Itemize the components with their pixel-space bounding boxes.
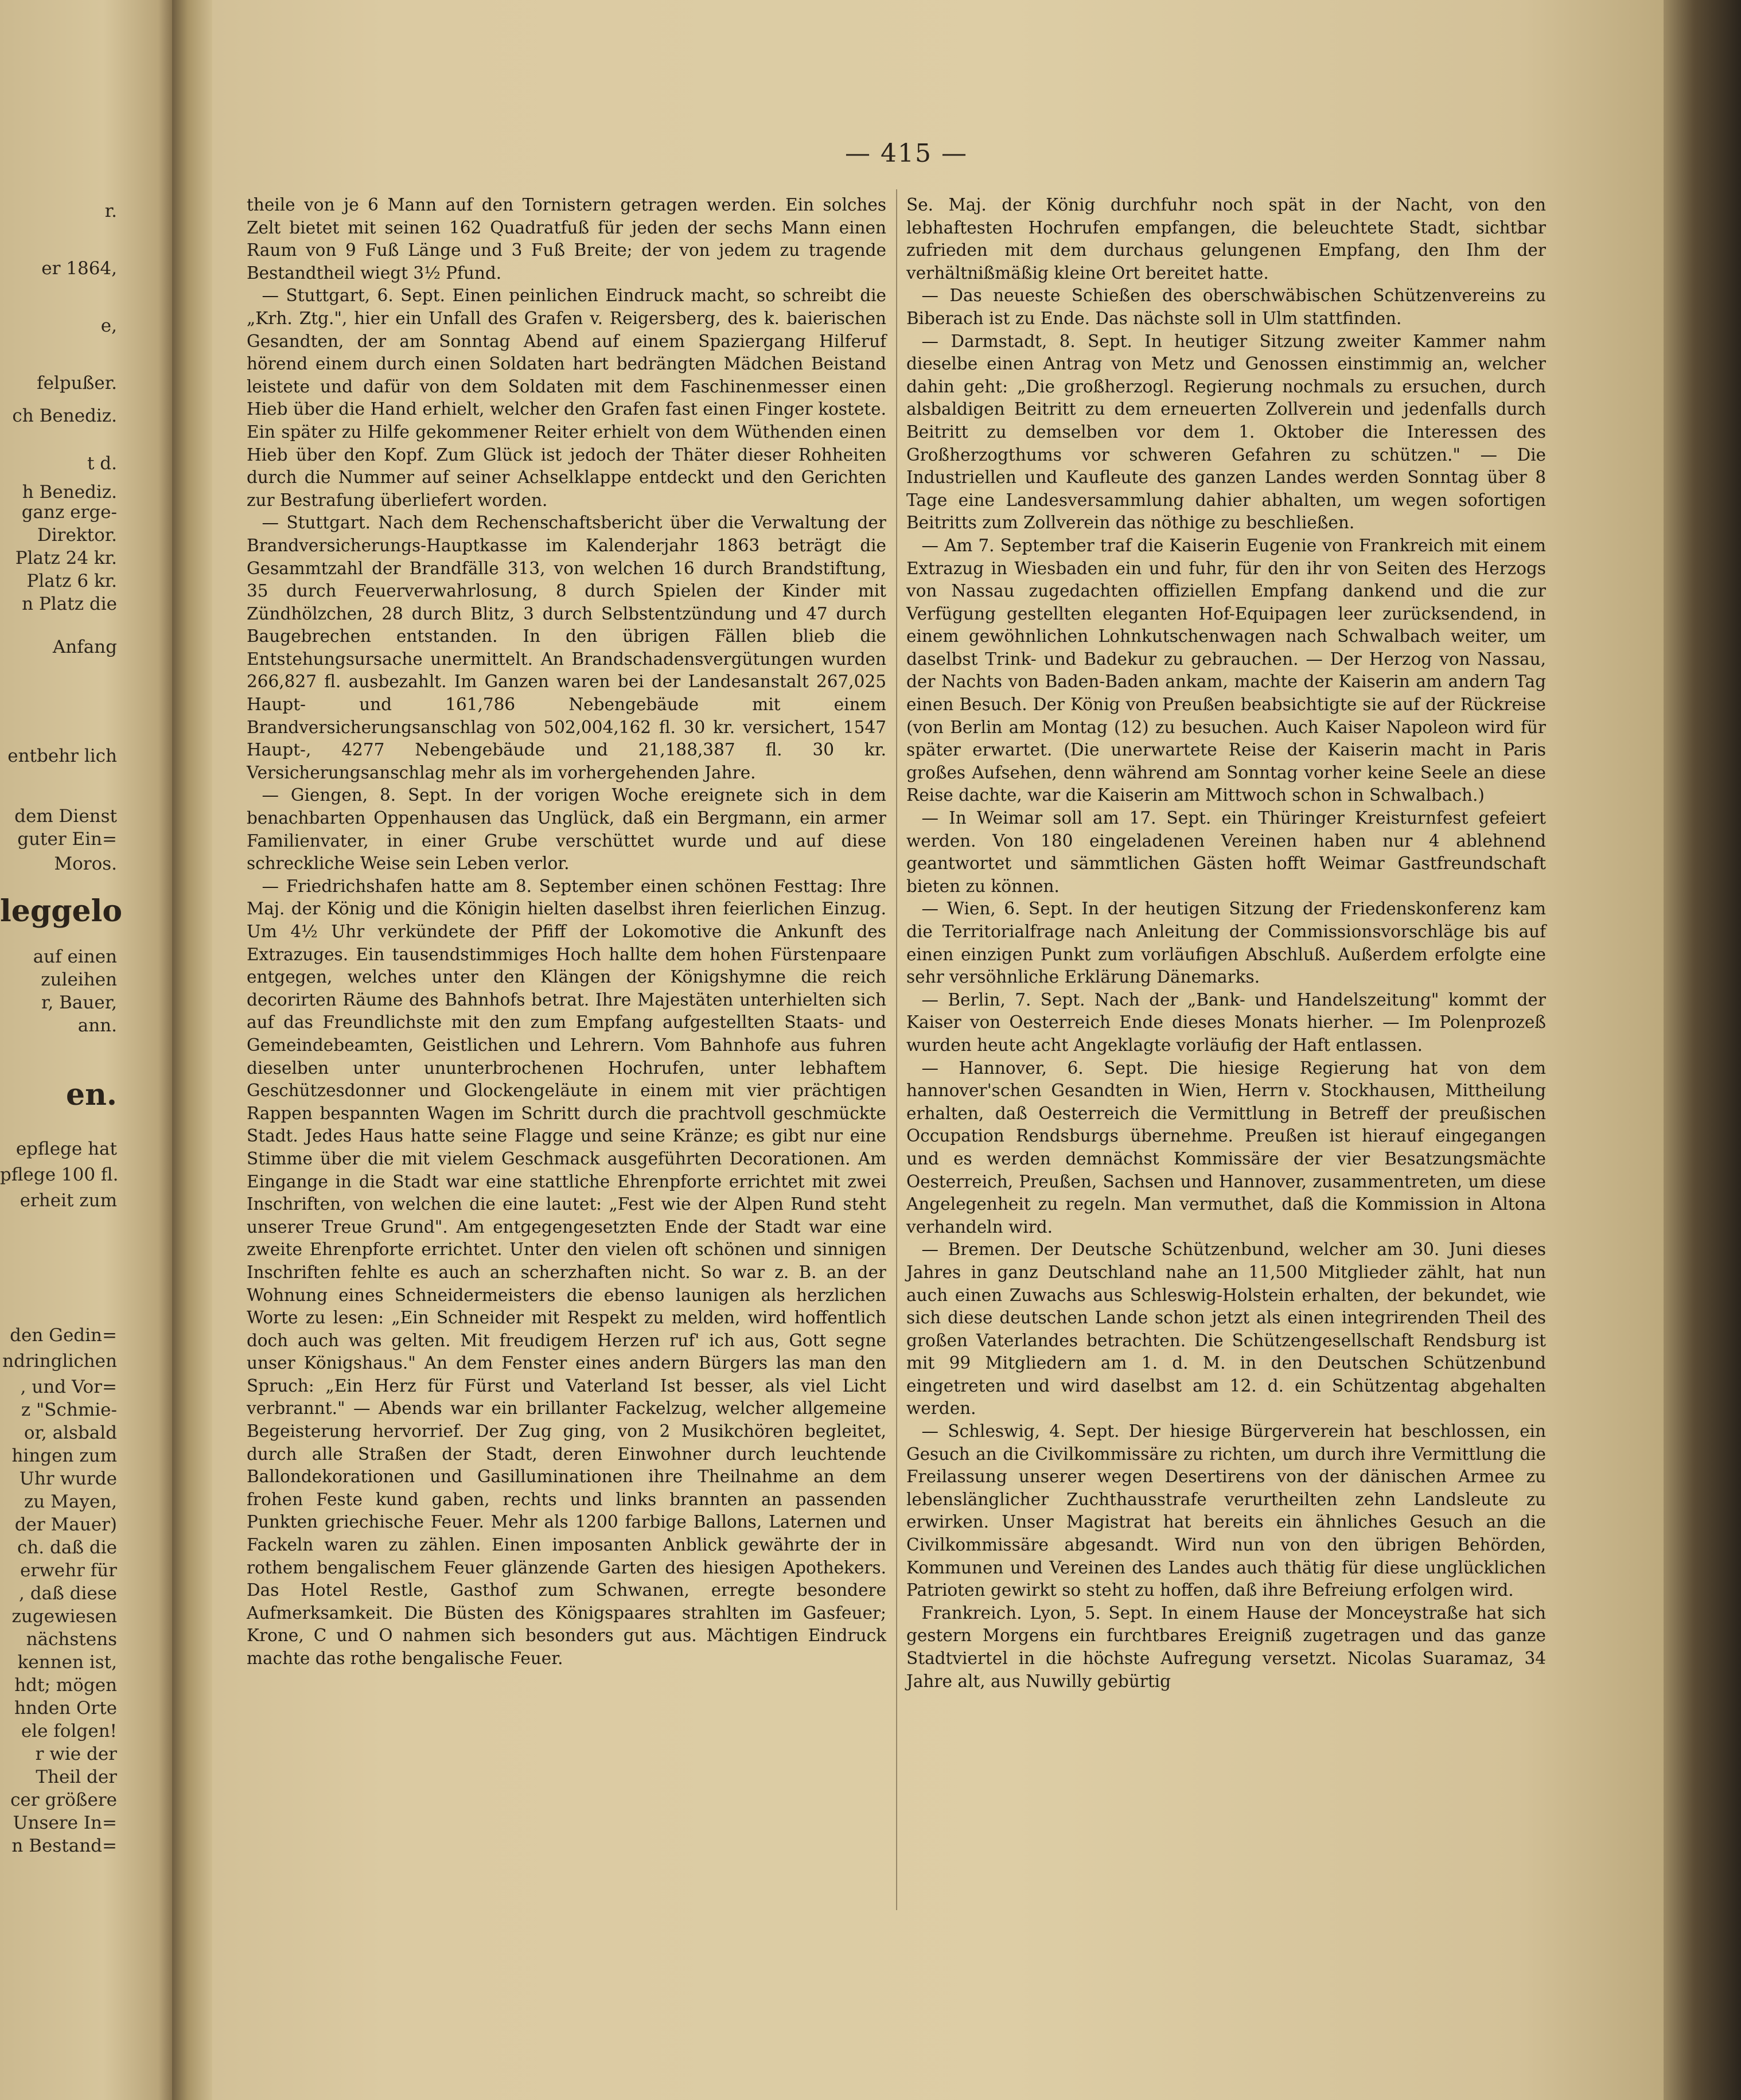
left-page-fragment: zugewiesen <box>11 1606 117 1627</box>
left-page-fragment: nächstens <box>26 1629 117 1650</box>
left-page-fragment: den Gedin= <box>10 1325 117 1346</box>
left-page-fragment: ndringlichen <box>2 1351 117 1372</box>
left-page-heading-fragment: en. <box>66 1077 117 1112</box>
article-paragraph: — Friedrichshafen hatte am 8. September einen schönen Festtag: Ihre Maj. der König und die Königin hielten daselbst ihren feierlichen Einzug. Um 4½ Uhr verkündete der Pfiff der Lokomotive die Ankunft des Extrazuges. Ein tausendstimmiges Hoch hallte dem hohen Fürstenpaare entgegen, welches unter den Klängen der Königshymne die reich decorirten Räume des Bahnhofs betrat. Ihre Majestäten unterhielten sich auf das Freundlichste mit den zum Empfang aufgestellten Staats- und Gemeindebeamten, Geistlichen und Lehrern. Vom Bahnhofe aus fuhren dieselben unter ununterbrochenen Hochrufen, unter lebhaftem Geschützesdonner und Glockengeläute in einem mit vier prächtigen Rappen bespannten Wagen im Schritt durch die prachtvoll geschmückte Stadt. Jedes Haus hatte seine Flagge und seine Kränze; es gibt nur eine Stimme über die mit vielem Geschmack ausgeführten Decorationen. Am Eingange in die Stadt war eine stattliche Ehrenpforte errichtet mit zwei Inschriften, von welchen die eine lautet: „Fest wie der Alpen Rund steht unserer Treue Grund". Am entgegengesetzten Ende der Stadt war eine zweite Ehrenpforte errichtet. Unter den vielen oft schönen und sinnigen Inschriften fehlte es auch an scherzhaften nicht. So war z. B. an der Wohnung eines Schneidermeisters die ebenso launigen als herzlichen Worte zu lesen: „Ein Schneider mit Respekt zu melden, wird hoffentlich doch auch was gelten. Mit freudigem Herzen ruf' ich aus, Gott segne unser Königshaus." An dem Fenster eines andern Bürgers las man den Spruch: „Ein Herz für Fürst und Vaterland Ist besser, als viel Licht verbrannt." — Abends war ein brillanter Fackelzug, welcher allgemeine Begeisterung hervorrief. Der Zug ging, von 2 Musikchören begleitet, durch alle Straßen der Stadt, deren Einwohner durch leuchtende Ballondekorationen und Gasilluminationen ihre Theilnahme an dem frohen Feste kund gaben, rechts und links brannten an passenden Punkten griechische Feuer. Mehr als 1200 farbige Ballons, Laternen und Fackeln waren zu zählen. Einen imposanten Anblick gewährte der in rothem bengalischem Feuer glänzende Garten des hiesigen Apothekers. Das Hotel Restle, Gasthof zum Schwanen, erregte besondere Aufmerksamkeit. Die Büsten des Königspaares strahlten im Gasfeuer; Krone, C und O nahmen sich besonders gut aus. Mächtigen Eindruck machte das rothe bengalische Feuer. <box>247 876 886 1668</box>
left-page-fragment: kennen ist, <box>17 1652 117 1673</box>
left-page-fragment: hingen zum <box>11 1446 117 1466</box>
article-paragraph: — In Weimar soll am 17. Sept. ein Thüringer Kreisturnfest gefeiert werden. Von 180 eingeladenen Vereinen haben nur 4 ablehnend geantwortet und sämmtlichen Gästen hofft Weimar Gastfreundschaft bieten zu können. <box>906 808 1546 896</box>
left-page-fragment: zu Mayen, <box>24 1491 117 1512</box>
left-page-fragment: ele folgen! <box>21 1721 117 1741</box>
left-page-fragment: t d. <box>87 453 117 474</box>
left-page-fragment: guter Ein= <box>17 829 117 850</box>
left-page-fragment: , daß diese <box>19 1583 117 1604</box>
left-page-fragment: erwehr für <box>20 1560 117 1581</box>
article-paragraph: Se. Maj. der König durchfuhr noch spät in der Nacht, von den lebhaftesten Hochrufen empfangen, die beleuchtete Stadt, sichtbar zufrieden mit dem durchaus gelungenen Empfang, den Ihm der verhältnißmäßig kleine Ort bereitet hatte. <box>906 195 1546 283</box>
left-page-fragment: felpußer. <box>37 373 117 393</box>
article-paragraph: theile von je 6 Mann auf den Tornistern getragen werden. Ein solches Zelt bietet mit seinen 162 Quadratfuß für jeden der sechs Mann einen Raum von 9 Fuß Länge und 3 Fuß Breite; der von jedem zu tragende Bestandtheil wiegt 3½ Pfund. <box>247 195 886 283</box>
left-page-fragment: er 1864, <box>41 258 117 279</box>
article-paragraph: — Am 7. September traf die Kaiserin Eugenie von Frankreich mit einem Extrazug in Wiesbaden ein und fuhr, für den ihr von Seiten des Herzogs von Nassau zugedachten offiziellen Empfang dankend und die zur Verfügung gestellten eleganten Hof-Equipagen leer zurücksendend, in einem gewöhnlichen Lohnkutschenwagen nach Schwalbach weiter, um daselbst Trink- und Badekur zu gebrauchen. — Der Herzog von Nassau, der Nachts von Baden-Baden ankam, machte der Kaiserin am andern Tag einen Besuch. Der König von Preußen beabsichtigte sie auf der Rückreise (von Berlin am Montag (12) zu besuchen. Auch Kaiser Napoleon wird für später erwartet. (Die unerwartete Reise der Kaiserin macht in Paris großes Aufsehen, denn während am Sonntag vorher keine Seele an diese Reise dachte, war die Kaiserin am Mittwoch schon in Schwalbach.) <box>906 535 1546 805</box>
left-text-column <box>247 194 886 1670</box>
left-page-fragment: zuleihen <box>41 969 117 990</box>
left-page-fragment: Unsere In= <box>13 1813 117 1833</box>
left-page-fragment: ch. daß die <box>17 1537 117 1558</box>
facing-left-page <box>0 0 172 2100</box>
book-page-edge <box>1664 0 1741 2100</box>
left-page-fragment: r, Bauer, <box>41 992 117 1013</box>
left-page-fragment: ch Benediz. <box>12 406 117 426</box>
left-page-fragment: hdt; mögen <box>14 1675 117 1696</box>
article-paragraph: — Berlin, 7. Sept. Nach der „Bank- und Handelszeitung" kommt der Kaiser von Oesterreich Ende dieses Monats hierher. — Im Polenprozeß wurden heute acht Angeklagte vorläufig der Haft entlassen. <box>906 989 1546 1055</box>
left-page-fragment: r. <box>104 201 117 221</box>
left-page-fragment: Theil der <box>36 1767 117 1787</box>
left-page-fragment: Direktor. <box>37 525 117 546</box>
article-paragraph: — Stuttgart, 6. Sept. Einen peinlichen Eindruck macht, so schreibt die „Krh. Ztg.", hier ein Unfall des Grafen v. Reigersberg, des k. baierischen Gesandten, der am Sonntag Abend auf einem Spaziergang Hilferuf hörend einem durch einen Soldaten hart bedrängten Mädchen Beistand leistete und dafür von dem Soldaten mit dem Faschinenmesser einen Hieb über die Hand erhielt, welcher den Grafen fast einen Finger kostete. Ein später zu Hilfe gekommener Reiter erhielt von dem Wüthenden einen Hieb über den Kopf. Zum Glück ist jedoch der Thäter dieser Rohheiten durch die Nummer auf seiner Achselklappe entdeckt und den Gerichten zur Bestrafung überliefert worden. <box>247 286 886 510</box>
left-page-fragment: e, <box>100 315 117 336</box>
left-page-heading-fragment: leggelo <box>0 894 123 929</box>
left-page-fragment: ganz erge- <box>21 502 117 523</box>
left-page-fragment: dem Dienst <box>14 806 117 827</box>
left-page-fragment: Platz 24 kr. <box>15 548 117 568</box>
article-paragraph: — Schleswig, 4. Sept. Der hiesige Bürgerverein hat beschlossen, ein Gesuch an die Civilkommissäre zu richten, um durch ihre Vermittlung die Freilassung unserer wegen Desertirens von der dänischen Armee zu lebenslänglicher Zuchthausstrafe verurtheilten zehn Landsleute zu erwirken. Unser Magistrat hat bereits ein ähnliches Gesuch an die Civilkommissäre abgesandt. Wird nun von den übrigen Behörden, Kommunen und Vereinen des Landes auch thätig für diese unglücklichen Patrioten gewirkt so steht zu hoffen, daß ihre Befreiung erfolgen wird. <box>906 1421 1546 1600</box>
left-page-fragment: Uhr wurde <box>19 1468 117 1489</box>
article-paragraph: — Das neueste Schießen des oberschwäbischen Schützenvereins zu Biberach ist zu Ende. Das nächste soll in Ulm stattfinden. <box>906 286 1546 328</box>
article-paragraph: — Wien, 6. Sept. In der heutigen Sitzung der Friedenskonferenz kam die Territorialfrage nach Anleitung der Commissionsvorschläge bis auf einen einzigen Punkt zum vorläufigen Abschluß. Außerdem erfolgte eine sehr versöhnliche Erklärung Dänemarks. <box>906 899 1546 987</box>
right-text-column <box>906 194 1546 1693</box>
left-page-fragment: z "Schmie- <box>21 1400 117 1420</box>
left-page-fragment: h Benediz. <box>22 482 117 502</box>
left-page-fragment: entbehr lich <box>7 746 117 766</box>
column-divider <box>896 189 897 1910</box>
left-page-fragment: epflege hat <box>15 1139 117 1159</box>
article-paragraph: — Hannover, 6. Sept. Die hiesige Regierung hat von dem hannover'schen Gesandten in Wien, Herrn v. Stockhausen, Mittheilung erhalten, daß Oesterreich die Vermittlung in Betreff der preußischen Occupation Rendsburgs übernehme. Preußen ist hierauf eingegangen und es werden demnächst Kommissäre der vier Besatzungsmächte Oesterreich, Preußen, Sachsen und Hannover, zusammentreten, um diese Angelegenheit zu regeln. Man vermuthet, daß die Kommission in Altona verhandeln wird. <box>906 1058 1546 1237</box>
left-page-fragment: cer größere <box>10 1790 117 1810</box>
article-paragraph: Frankreich. Lyon, 5. Sept. In einem Hause der Monceystraße hat sich gestern Morgens ein furchtbares Ereigniß zugetragen und das ganze Stadtviertel in die höchste Aufregung versetzt. Nicolas Suaramaz, 34 Jahre alt, aus Nuwilly gebürtig <box>906 1603 1546 1691</box>
page-number: — 415 — <box>845 139 968 168</box>
book-gutter <box>172 0 212 2100</box>
left-page-fragment: pflege 100 fl. <box>0 1164 119 1185</box>
left-page-fragment: n Bestand= <box>11 1836 117 1856</box>
left-page-fragment: erheit zum <box>20 1190 117 1211</box>
article-paragraph: — Bremen. Der Deutsche Schützenbund, welcher am 30. Juni dieses Jahres in ganz Deutschland nahe an 11,500 Mitglieder zählt, hat nun auch einen Zuwachs aus Schleswig-Holstein erhalten, der bekundet, wie sich diese deutschen Lande schon jetzt als einen integrirenden Theil des großen Vaterlandes betrachten. Die Schützengesellschaft Rendsburg ist mit 99 Mitgliedern am 1. d. M. in den Deutschen Schützenbund eingetreten und wird daselbst am 12. d. ein Schützentag abgehalten werden. <box>906 1240 1546 1419</box>
left-page-fragment: or, alsbald <box>24 1423 117 1443</box>
left-page-fragment: Moros. <box>54 854 117 874</box>
left-page-fragment: r wie der <box>35 1744 117 1764</box>
left-page-fragment: Platz 6 kr. <box>26 571 117 591</box>
left-page-fragment: ann. <box>77 1015 117 1036</box>
article-paragraph: — Giengen, 8. Sept. In der vorigen Woche ereignete sich in dem benachbarten Oppenhausen das Unglück, daß ein Bergmann, ein armer Familienvater, in einer Grube verschüttet wurde und auf diese schreckliche Weise sein Leben verlor. <box>247 785 886 874</box>
left-page-fragment: auf einen <box>33 946 117 967</box>
left-page-fragment: Anfang <box>52 637 117 657</box>
article-paragraph: — Darmstadt, 8. Sept. In heutiger Sitzung zweiter Kammer nahm dieselbe einen Antrag von Metz und Genossen einstimmig an, welcher dahin geht: „Die großherzogl. Regierung nochmals zu ersuchen, durch alsbaldigen Beitritt zu dem erneuerten Zollverein und jedenfalls durch Beitritt zu demselben vor dem 1. Oktober die Interessen des Großherzogthums vor schweren Gefahren zu schützen." — Die Industriellen und Kaufleute des ganzen Landes werden Sonntag über 8 Tage eine Landesversammlung dahier abhalten, um wegen sofortigen Beitritts zum Zollverein das nöthige zu beschließen. <box>906 331 1546 533</box>
article-paragraph: — Stuttgart. Nach dem Rechenschaftsbericht über die Verwaltung der Brandversicherungs-Hauptkasse im Kalenderjahr 1863 beträgt die Gesammtzahl der Brandfälle 313, von welchen 16 durch Brandstiftung, 35 durch Feuerverwahrlosung, 8 durch Spielen der Kinder mit Zündhölzchen, 28 durch Blitz, 3 durch Selbstentzündung und 47 durch Baugebrechen entstanden. In den übrigen Fällen blieb die Entstehungsursache unermittelt. An Brandschadensvergütungen wurden 266,827 fl. ausbezahlt. Im Ganzen waren bei der Landesanstalt 267,025 Haupt- und 161,786 Nebengebäude mit einem Brandversicherungsanschlag von 502,004,162 fl. 30 kr. versichert, 1547 Haupt-, 4277 Nebengebäude und 21,188,387 fl. 30 kr. Versicherungsanschlag mehr als im vorhergehenden Jahre. <box>247 513 886 782</box>
left-page-fragment: der Mauer) <box>14 1514 117 1535</box>
left-page-fragment: hnden Orte <box>14 1698 117 1719</box>
left-page-fragment: n Platz die <box>22 594 117 614</box>
left-page-fragment: , und Vor= <box>20 1377 117 1397</box>
